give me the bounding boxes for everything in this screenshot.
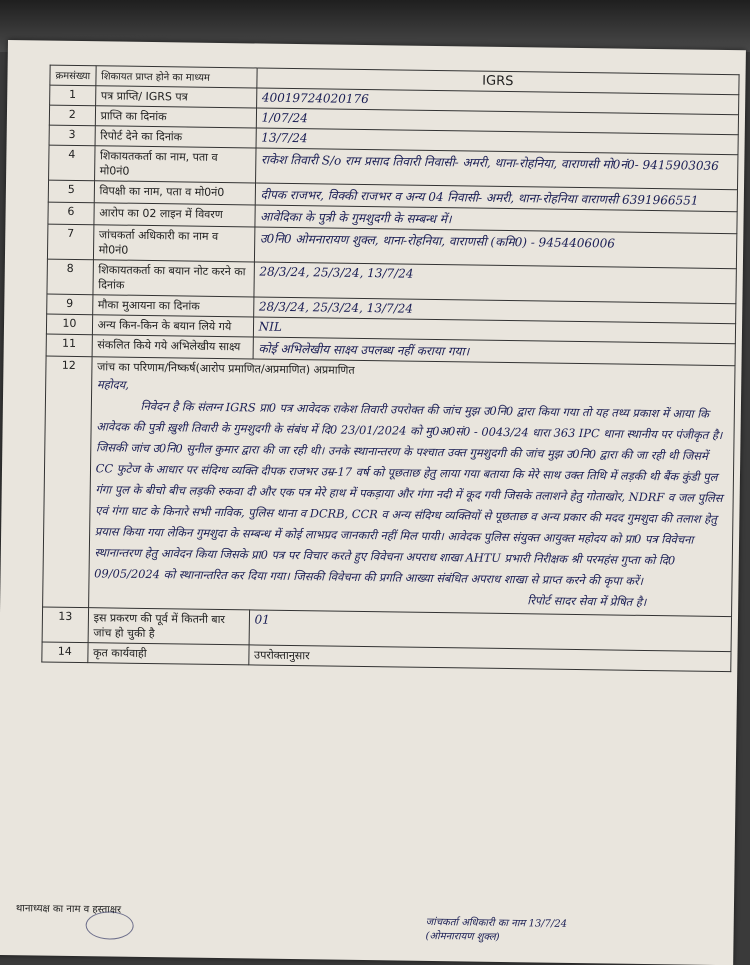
row-value: 40019724020176 bbox=[256, 88, 739, 115]
row-label: शिकायतकर्ता का बयान नोट करने का दिनांक bbox=[93, 260, 254, 297]
investigator-name: (ओमनारायण शुक्ल) bbox=[425, 930, 500, 943]
row-value: NIL bbox=[253, 317, 736, 344]
row-number: 12 bbox=[43, 356, 92, 608]
row-value: राकेश तिवारी S/o राम प्रसाद तिवारी निवासी- अमरी, थाना-रोहनिया, वाराणसी मो0नं0- 9415903036 bbox=[255, 148, 738, 190]
row-value: दीपक राजभर, विक्की राजभर व अन्य 04 निवासी- अमरी, थाना-रोहनिया वाराणसी 6391966551 bbox=[255, 183, 738, 212]
row-label: आरोप का 02 लाइन में विवरण bbox=[94, 203, 255, 227]
row-number: 1 bbox=[50, 85, 96, 106]
row-value: 28/3/24, 25/3/24, 13/7/24 bbox=[254, 262, 737, 304]
sho-signature-label: थानाध्यक्ष का नाम व हस्ताक्षर bbox=[15, 903, 122, 916]
row-number: 14 bbox=[42, 642, 88, 663]
row-label: प्राप्ति का दिनांक bbox=[95, 106, 256, 128]
row-label: शिकायतकर्ता का नाम, पता व मो0नं0 bbox=[94, 146, 255, 183]
row-value: आवेदिका के पुत्री के गुमशुदगी के सम्बन्ध में। bbox=[255, 205, 738, 234]
row-number: 4 bbox=[49, 145, 95, 181]
findings-cell bbox=[88, 357, 735, 617]
closing-line: रिपोर्ट सादर सेवा में प्रेषित है। bbox=[527, 593, 647, 609]
row-value: उपरोक्तानुसार bbox=[248, 645, 731, 672]
row-label: जांचकर्ता अधिकारी का नाम व मो0नं0 bbox=[93, 225, 254, 262]
findings-row bbox=[43, 356, 735, 617]
findings-narrative bbox=[94, 374, 729, 614]
row-number: 11 bbox=[46, 334, 92, 357]
row-label: विपक्षी का नाम, पता व मो0नं0 bbox=[94, 181, 255, 205]
row-label: अन्य किन-किन के बयान लिये गये bbox=[92, 315, 253, 337]
row-number: 6 bbox=[48, 202, 94, 225]
row-number: 8 bbox=[47, 259, 93, 295]
row-label: इस प्रकरण की पूर्व में कितनी बार जांच हो चुकी है bbox=[88, 608, 249, 645]
header-serial: क्रमसंख्या bbox=[50, 65, 96, 86]
row-number: 2 bbox=[49, 105, 95, 126]
investigator-label: जांचकर्ता अधिकारी का नाम bbox=[425, 916, 526, 930]
signature-mark bbox=[85, 911, 133, 940]
row-label: रिपोर्ट देने का दिनांक bbox=[95, 126, 256, 148]
row-value: 28/3/24, 25/3/24, 13/7/24 bbox=[253, 297, 736, 324]
row-value: 13/7/24 bbox=[256, 128, 739, 155]
row-value: कोई अभिलेखीय साक्ष्य उपलब्ध नहीं कराया गया। bbox=[253, 337, 736, 366]
row-value: उ0नि0 ओमनारायण शुक्ल, थाना-रोहनिया, वाराणसी (कमि0) - 9454406006 bbox=[254, 227, 737, 269]
row-label: संकलित किये गये अभिलेखीय साक्ष्य bbox=[92, 335, 253, 359]
document-paper bbox=[0, 40, 746, 965]
row-number: 9 bbox=[47, 294, 93, 315]
row-label: पत्र प्राप्ति/ IGRS पत्र bbox=[95, 86, 256, 108]
header-source-value: IGRS bbox=[257, 68, 740, 95]
row-value: 01 bbox=[249, 610, 732, 652]
row-value: 1/07/24 bbox=[256, 108, 739, 135]
salutation: महोदय, bbox=[96, 377, 130, 392]
signature-footer bbox=[15, 900, 716, 960]
row-number: 10 bbox=[46, 314, 92, 335]
row-number: 3 bbox=[49, 125, 95, 146]
findings-label: जांच का परिणाम/निष्कर्ष(आरोप प्रमाणित/अप्रमाणित) अप्रमाणित bbox=[97, 360, 355, 377]
findings-body: निवेदन है कि संलग्न IGRS प्रा0 पत्र आवेदक राकेश तिवारी उपरोक्त की जांच मुझ उ0नि0 द्वारा किया गया तो यह तथ्य प्रकाश में आया कि आवेदक की पुत्री ख़ुशी तिवारी के गुमशुदगी के संबंध में दि0 23/01/2024 को मु0अ0सं0 - 0043/24 धारा 363 IPC थाना स्थानीय पर पंजीकृत है। जिसकी जांच उ0नि0 सुनील कुमार द्वारा की जा रही थी। उनके स्थानान्तरण के पश्चात उक्त गुमशुदगी की जांच मुझ उ0नि0 द्वारा की जा रही थी जिसमें CC फुटेज के आधार पर संदिग्ध व्यक्ति दीपक राजभर उम्र-17 वर्ष को पूछताछ हेतु लाया गया बताया कि मेरे साथ उक्त तिथि में लड़की थी बैंक कुंडी पुल गंगा पुल के बीचो बीच लड़की रुकवा दी और एक पत्र मेरे हाथ में पकड़ाया और गंगा नदी में कूद गयी जिसके तलाशने हेतु गोताखोर, NDRF व जल पुलिस एवं गंगा घाट के किनारे सभी नाविक, पुलिस थाना व DCRB, CCR व अन्य संदिग्ध व्यक्तियों से पूछताछ व अन्य प्रकार की मदद गुमशुदा की तलाश हेतु प्रयास किया गया लेकिन गुमशुदा के सम्बन्ध में कोई लाभप्रद जानकारी नहीं मिल पायी। आवेदक पुलिस संयुक्त आयुक्त महोदय को प्रा0 पत्र विवेचना स्थानान्तरण हेतु आवेदन किया जिसके प्रा0 पत्र पर विचार करते हुए विवेचना अपराध शाखा AHTU प्रभारी निरीक्षक श्री परमहंस गुप्ता को दि0 09/05/2024 को स्थानान्तरित कर दिया गया। जिसकी विवेचना की प्रगति आख्या संबंधित अपराध शाखा से प्राप्त करने की कृपा करें। bbox=[94, 398, 723, 588]
row-label: मौका मुआयना का दिनांक bbox=[92, 295, 253, 317]
row-number: 7 bbox=[47, 224, 93, 260]
signature-date: 13/7/24 bbox=[528, 918, 568, 930]
investigator-signature bbox=[425, 914, 567, 944]
row-label: कृत कार्यवाही bbox=[87, 643, 248, 665]
header-source-label: शिकायत प्राप्त होने का माध्यम bbox=[96, 66, 257, 88]
report-table bbox=[41, 65, 739, 673]
row-number: 5 bbox=[48, 180, 94, 203]
row-number: 13 bbox=[42, 607, 88, 643]
